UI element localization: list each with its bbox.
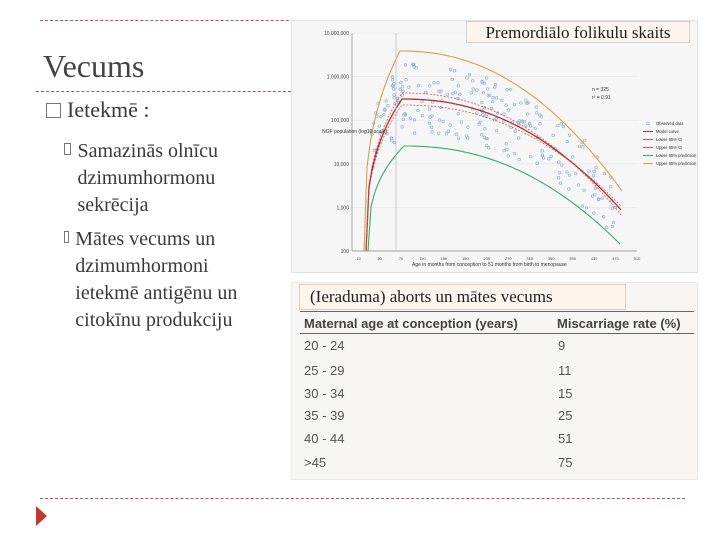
chart-data-point	[517, 137, 520, 140]
chart-data-point	[514, 130, 517, 133]
chart-data-point	[495, 97, 498, 100]
chart-data-point	[490, 107, 493, 110]
chart-xtick-label: 270	[504, 256, 512, 261]
chart-upper-prediction-curve	[364, 51, 622, 251]
chart-data-point	[507, 155, 510, 158]
chart-data-point	[557, 177, 560, 180]
chart-data-point	[588, 170, 591, 173]
chart-ytick-label: 10,000	[333, 161, 349, 168]
chart-data-point	[506, 148, 509, 151]
chart-title: Premordiālo folikulu skaits	[466, 21, 690, 43]
chart-data-point	[437, 81, 440, 84]
bottom-divider	[40, 498, 685, 499]
chart-xtick-label: 230	[483, 256, 491, 261]
chart-data-point	[460, 121, 463, 124]
table-cell-age: 25 - 29	[304, 363, 345, 378]
chart-data-point	[391, 79, 394, 82]
chart-data-point	[421, 100, 424, 103]
chart-data-point	[392, 88, 395, 91]
chart-ytick-label: 10,000,000	[323, 31, 349, 37]
table-cell-age: 40 - 44	[304, 431, 345, 446]
chart-data-point	[393, 97, 396, 100]
chart-xlabel: Age in months from conception to 51 months from birth to menopause	[412, 262, 567, 268]
chart-data-point	[417, 109, 420, 112]
chart-data-point	[476, 89, 479, 92]
legend-label: Lower 95% CI	[656, 137, 683, 142]
chart-data-point	[535, 106, 538, 109]
chart-data-point	[393, 94, 396, 97]
chart-data-point	[523, 121, 526, 124]
chart-data-point	[466, 77, 469, 80]
chart-data-point	[559, 182, 562, 185]
chart-data-point	[550, 155, 553, 158]
chart-data-point	[430, 126, 433, 129]
chart-data-point	[585, 207, 588, 210]
chart-data-point	[378, 125, 381, 128]
chart-data-point	[501, 99, 504, 102]
table-header-age: Maternal age at conception (years)	[304, 316, 518, 331]
chart-annotation-r2: r² = 0.91	[592, 95, 611, 101]
chart-data-point	[583, 189, 586, 192]
chart-xtick-label: 150	[440, 256, 448, 261]
chart-data-point	[535, 112, 538, 115]
chart-xtick-label: 110	[419, 256, 426, 261]
table-cell-age: 35 - 39	[304, 408, 345, 423]
chart-xtick-label: 310	[526, 256, 534, 261]
chart-data-point	[542, 157, 545, 160]
table-cell-age: >45	[304, 455, 327, 470]
chart-data-point	[385, 100, 388, 103]
chart-xtick-label: 430	[590, 256, 598, 261]
chart-data-point	[455, 133, 458, 136]
chart-data-point	[568, 188, 571, 191]
chart-data-point	[487, 147, 490, 150]
title-divider	[36, 91, 291, 92]
legend-label: Observed data	[656, 121, 684, 126]
bullet-influence	[46, 97, 149, 123]
chart-annotation-n: n = 325	[592, 87, 609, 93]
chart-data-point	[541, 150, 544, 153]
chart-data-point	[518, 158, 521, 161]
chart-data-point	[560, 164, 563, 167]
chart-data-point	[417, 84, 420, 87]
chart-data-point	[482, 114, 485, 117]
chart-xtick-label: 510	[633, 256, 641, 261]
legend-label: Upper 95% CI	[656, 145, 683, 150]
table-cell-rate: 11	[558, 363, 572, 378]
chart-data-point	[486, 88, 489, 91]
table-top-rule	[300, 311, 694, 312]
legend-label: Model curve	[656, 129, 679, 134]
chart-data-point	[457, 112, 460, 115]
chart-data-point	[402, 90, 405, 93]
chart-data-point	[581, 205, 584, 208]
chart-data-point	[467, 126, 470, 129]
chart-data-point	[472, 88, 475, 91]
chart-data-point	[548, 158, 551, 161]
chart-data-point	[558, 171, 561, 174]
chart-data-point	[582, 146, 585, 149]
table-cell-rate: 51	[558, 431, 573, 446]
bullet-hormone-secretion-text: Samazinās olnīcu dzimumhormonu sekrēcija	[77, 140, 218, 216]
chart-data-point	[428, 122, 431, 125]
chart-data-point	[492, 96, 495, 99]
chart-data-point	[571, 156, 574, 159]
chart-xtick-label: 350	[547, 256, 555, 261]
chart-data-point	[428, 85, 431, 88]
bullet-influence-text: Ietekmē :	[67, 97, 150, 122]
chart-data-point	[505, 143, 508, 146]
chart-lower-ci-curve	[366, 105, 621, 251]
chart-data-point	[401, 94, 404, 97]
chart-data-point	[505, 104, 508, 107]
chart-data-point	[594, 187, 597, 190]
follicle-chart-svg	[292, 21, 699, 274]
bullet-box-icon	[64, 231, 69, 243]
chart-data-point	[413, 132, 416, 135]
chart-data-point	[562, 125, 565, 128]
chart-data-point	[485, 144, 488, 147]
table-cell-rate: 25	[558, 408, 573, 423]
chart-ylabel: NGF population (log10 scale)	[322, 129, 388, 135]
chart-xtick-label: 190	[461, 256, 469, 261]
chart-data-point	[449, 124, 452, 127]
chart-data-point	[437, 132, 440, 135]
chart-data-point	[539, 123, 542, 126]
chart-data-point	[593, 170, 596, 173]
chart-data-point	[454, 91, 457, 94]
chart-data-point	[433, 81, 436, 84]
chart-data-point	[602, 216, 605, 219]
chart-data-point	[593, 193, 596, 196]
chart-data-point	[425, 91, 428, 94]
chart-data-point	[568, 174, 571, 177]
chart-data-point	[513, 152, 516, 155]
chart-data-point	[485, 77, 488, 80]
chart-data-point	[449, 68, 452, 71]
chart-data-point	[459, 93, 462, 96]
legend-label: Upper 95% prediction	[656, 161, 697, 166]
chart-data-point	[578, 145, 581, 148]
chart-data-point	[577, 184, 580, 187]
chart-data-point	[592, 212, 595, 215]
chart-data-point	[451, 78, 454, 81]
chart-data-point	[428, 108, 431, 111]
chart-data-point	[536, 162, 539, 165]
bullet-maternal-age-text: Mātes vecums un dzimumhormoni ietekmē antigēnu un citokīnu produkciju	[75, 228, 238, 331]
chart-data-point	[610, 185, 613, 188]
follicle-chart	[291, 20, 698, 273]
table-cell-rate: 15	[558, 386, 573, 401]
table-header-rule	[300, 333, 694, 334]
chart-data-point	[484, 128, 487, 131]
chart-xtick-label: 390	[569, 256, 576, 261]
chart-data-point	[566, 171, 569, 174]
chart-data-point	[612, 221, 615, 224]
chart-data-point	[508, 109, 511, 112]
chart-data-point	[557, 124, 560, 127]
table-header-rate: Miscarriage rate (%)	[557, 316, 681, 331]
chart-data-point	[506, 88, 509, 91]
chart-data-point	[541, 154, 544, 157]
chart-data-point	[468, 73, 471, 76]
chart-model-curve	[366, 99, 621, 251]
legend-label: Lower 95% prediction	[656, 153, 697, 158]
chart-data-point	[383, 113, 386, 116]
chart-data-point	[453, 69, 456, 72]
chart-data-point	[606, 226, 609, 229]
table-cell-rate: 9	[558, 338, 566, 353]
chart-xtick-label: 70	[398, 256, 404, 261]
chart-data-point	[404, 64, 407, 67]
chart-data-point	[595, 166, 598, 169]
chart-data-point	[584, 139, 587, 142]
chart-data-point	[568, 134, 571, 137]
chart-data-point	[601, 197, 604, 200]
chart-data-point	[491, 100, 494, 103]
chart-data-point	[520, 102, 523, 105]
chart-data-point	[472, 80, 475, 83]
chart-data-point	[526, 113, 529, 116]
chart-data-point	[525, 99, 528, 102]
chart-data-point	[408, 86, 411, 89]
chart-data-point	[566, 140, 569, 143]
chart-data-point	[409, 117, 412, 120]
chart-data-point	[481, 101, 484, 104]
chart-data-point	[552, 134, 555, 137]
next-slide-arrow-icon[interactable]	[36, 506, 47, 526]
chart-data-point	[405, 78, 408, 81]
table-cell-rate: 75	[558, 455, 573, 470]
chart-data-point	[509, 88, 512, 91]
chart-data-point	[482, 92, 485, 95]
chart-data-point	[494, 83, 497, 86]
chart-data-point	[574, 172, 577, 175]
chart-ytick-label: 1,000	[336, 205, 349, 212]
chart-data-point	[558, 161, 561, 164]
bullet-box-icon	[64, 143, 71, 155]
chart-data-point	[495, 129, 498, 132]
chart-data-point	[592, 174, 595, 177]
chart-data-point	[457, 137, 460, 140]
chart-data-point	[421, 114, 424, 117]
bullet-maternal-age	[64, 226, 274, 334]
chart-data-point	[513, 103, 516, 106]
chart-ytick-label: 100	[340, 249, 349, 255]
chart-data-point	[503, 149, 506, 152]
table-cell-age: 30 - 34	[304, 386, 345, 401]
table-caption: (Ieraduma) aborts un mātes vecums	[299, 284, 626, 310]
table-cell-age: 20 - 24	[304, 338, 345, 353]
chart-data-point	[387, 104, 390, 107]
chart-data-point	[401, 126, 404, 129]
chart-data-point	[431, 131, 434, 134]
chart-data-point	[603, 172, 606, 175]
chart-data-point	[470, 91, 473, 94]
chart-data-point	[442, 120, 445, 123]
chart-data-point	[530, 155, 533, 158]
chart-data-point	[446, 93, 449, 96]
bullet-box-icon	[46, 103, 61, 118]
bullet-hormone-secretion	[64, 138, 274, 219]
chart-data-point	[399, 88, 402, 91]
chart-data-point	[447, 130, 450, 133]
chart-lower-prediction-curve	[368, 146, 620, 251]
chart-xtick-label: 470	[612, 256, 619, 261]
chart-data-point	[480, 133, 483, 136]
chart-data-point	[494, 86, 497, 89]
chart-data-point	[560, 122, 563, 125]
slide-title: Vecums	[43, 48, 145, 84]
chart-data-point	[525, 125, 528, 128]
chart-data-point	[457, 85, 460, 88]
chart-xtick-label: -10	[355, 256, 361, 261]
chart-data-point	[400, 81, 403, 84]
chart-data-point	[445, 133, 448, 136]
chart-ytick-label: 1,000,000	[326, 74, 349, 81]
legend-marker	[647, 122, 650, 125]
chart-data-point	[503, 113, 506, 116]
chart-xtick-label: 30	[377, 256, 382, 261]
chart-data-point	[380, 115, 383, 118]
chart-data-point	[391, 76, 394, 79]
chart-data-point	[393, 141, 396, 144]
chart-ytick-label: 100,000	[330, 118, 349, 125]
chart-data-point	[401, 86, 404, 89]
chart-data-point	[611, 225, 614, 228]
chart-data-point	[534, 127, 537, 130]
